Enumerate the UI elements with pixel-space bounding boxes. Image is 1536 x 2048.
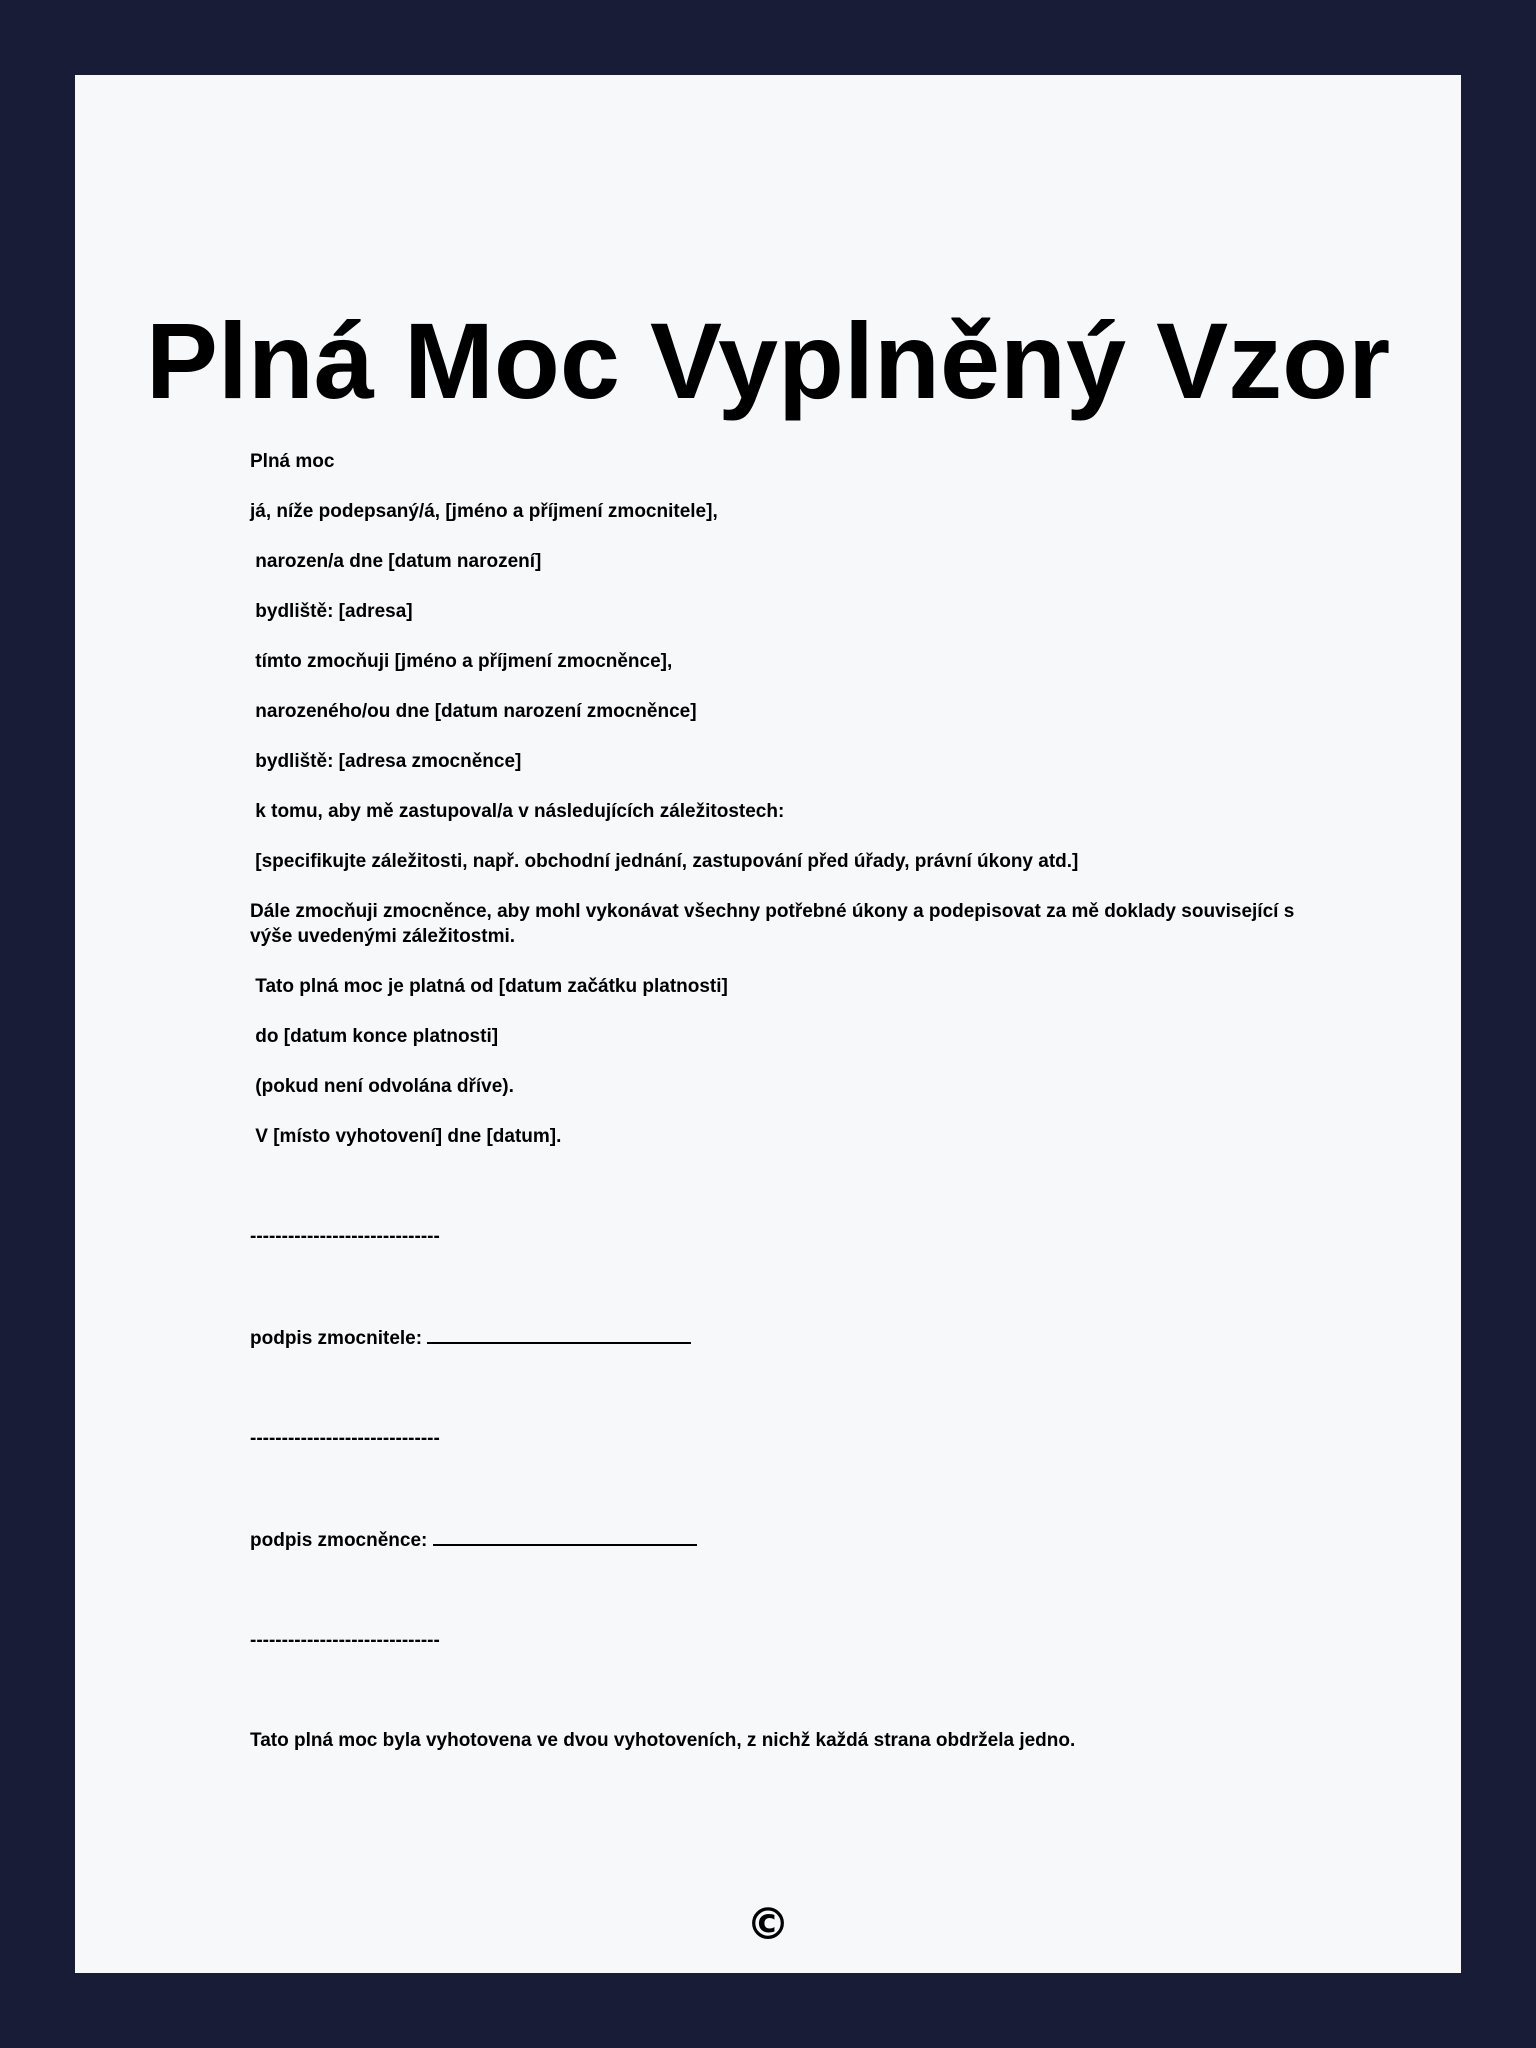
paragraph-matters: [specifikujte záležitosti, např. obchodní jednání, zastupování před úřady, právní úkony atd.] xyxy=(250,851,1079,872)
signature-agent xyxy=(250,1526,1300,1553)
paragraph-place-date: V [místo vyhotovení] dne [datum]. xyxy=(250,1126,562,1147)
signature-agent-label: podpis zmocněnce: xyxy=(250,1530,428,1551)
document-page xyxy=(75,75,1461,1973)
paragraph-purpose: k tomu, aby mě zastupoval/a v následujících záležitostech: xyxy=(250,801,785,822)
paragraph-agent-name: tímto zmocňuji [jméno a příjmení zmocněnce], xyxy=(250,651,673,672)
paragraph-agent-address: bydliště: [adresa zmocněnce] xyxy=(250,751,522,772)
paragraph-grantor-name: já, níže podepsaný/á, [jméno a příjmení zmocnitele], xyxy=(250,501,718,522)
paragraph-valid-to: do [datum konce platnosti] xyxy=(250,1026,499,1047)
separator-line: ------------------------------ xyxy=(250,1226,440,1247)
signature-grantor-line xyxy=(427,1324,691,1344)
paragraph-grantor-address: bydliště: [adresa] xyxy=(250,601,413,622)
signature-grantor xyxy=(250,1324,1300,1351)
copyright-icon: © xyxy=(746,1899,790,1950)
document-title: Plná Moc Vyplněný Vzor xyxy=(145,300,1391,421)
signature-agent-line xyxy=(433,1526,697,1546)
signature-grantor-label: podpis zmocnitele: xyxy=(250,1328,423,1349)
paragraph-agent-birth: narozeného/ou dne [datum narození zmocněnce] xyxy=(250,701,697,722)
paragraph-grantor-birth: narozen/a dne [datum narození] xyxy=(250,551,542,572)
paragraph-revocation: (pokud není odvolána dříve). xyxy=(250,1076,514,1097)
document-body xyxy=(250,449,1300,1778)
paragraph-authorization: Dále zmocňuji zmocněnce, aby mohl vykonávat všechny potřebné úkony a podepisovat za mě doklady související s výše uvedenými záležitostmi. xyxy=(250,901,1300,947)
paragraph-valid-from: Tato plná moc je platná od [datum začátku platnosti] xyxy=(250,976,728,997)
separator-line: ------------------------------ xyxy=(250,1630,440,1651)
closing-statement: Tato plná moc byla vyhotovena ve dvou vyhotoveních, z nichž každá strana obdržela jedno. xyxy=(250,1730,1076,1751)
paragraph-heading: Plná moc xyxy=(250,451,335,472)
separator-line: ------------------------------ xyxy=(250,1428,440,1449)
